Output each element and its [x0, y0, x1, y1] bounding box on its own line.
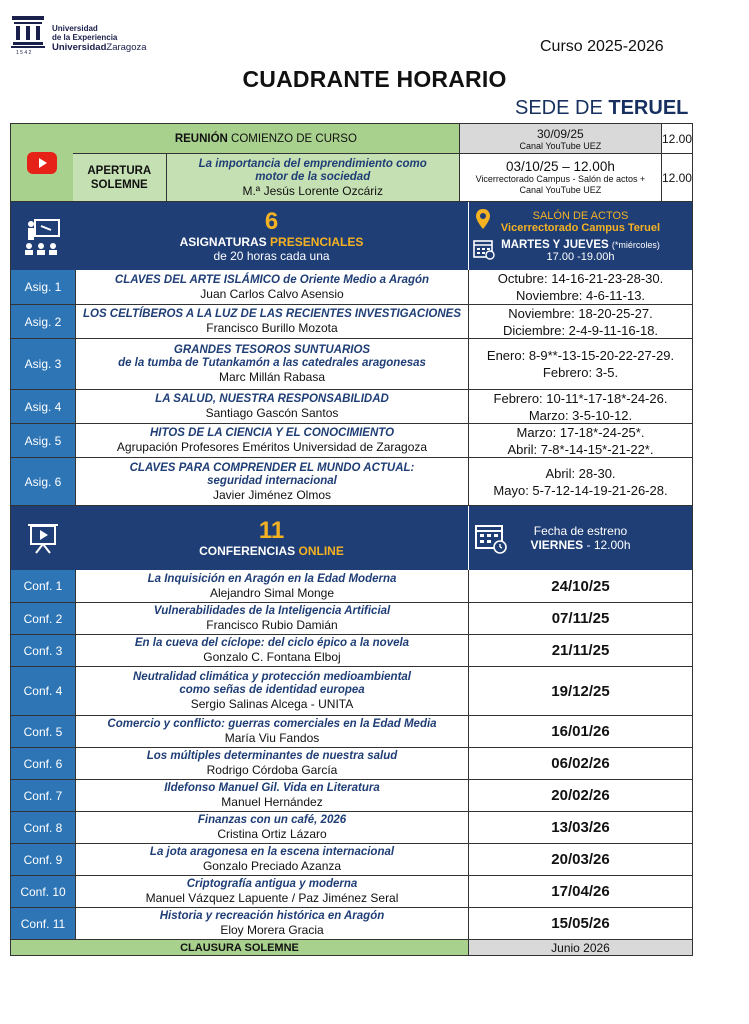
conference-title: Los múltiples determinantes de nuestra salud	[146, 750, 398, 762]
subject-dates	[468, 458, 692, 505]
conference-title: La jota aragonesa en la escena internacional	[149, 846, 395, 858]
conference-speaker: Rodrigo Córdoba García	[206, 763, 338, 777]
conference-date: 07/11/25	[468, 603, 692, 634]
conference-info	[75, 667, 468, 715]
location-pin-icon	[475, 208, 491, 230]
subject-dates	[468, 270, 692, 304]
presentation-icon	[26, 521, 60, 555]
logo-year: 1 5 4 2	[16, 50, 32, 56]
closing-row	[11, 939, 692, 955]
conference-date: 15/05/26	[468, 908, 692, 939]
conference-tag: Conf. 3	[11, 635, 75, 666]
reunion-label: REUNIÓN COMIENZO DE CURSO	[73, 124, 459, 153]
reunion-time: 12.00	[661, 124, 692, 153]
university-logo	[10, 14, 170, 58]
conference-date: 19/12/25	[468, 667, 692, 715]
conference-tag: Conf. 10	[11, 876, 75, 907]
subject-info	[75, 424, 468, 457]
page-title: CUADRANTE HORARIO	[242, 66, 507, 92]
conference-tag: Conf. 5	[11, 716, 75, 747]
closing-label: CLAUSURA SOLEMNE	[11, 940, 468, 955]
subject-title: HITOS DE LA CIENCIA Y EL CONOCIMIENTO	[149, 427, 395, 439]
conference-speaker: Sergio Salinas Alcega - UNITA	[190, 697, 354, 711]
sede-heading: SEDE DE TERUEL	[515, 97, 689, 119]
subject-date-line: Abril: 7-8*-14-15*-21-22*.	[507, 441, 654, 457]
conference-title: Neutralidad climática y protección medioambiental	[133, 671, 411, 683]
conference-row	[11, 715, 692, 747]
conference-speaker: María Viu Fandos	[224, 731, 320, 745]
subject-row	[11, 338, 692, 389]
conference-tag: Conf. 9	[11, 844, 75, 875]
subject-date-line: Marzo: 3-5-10-12.	[528, 407, 633, 423]
subject-row	[11, 457, 692, 505]
conference-list	[11, 570, 692, 939]
subject-date-line: Noviembre: 4-6-11-13.	[515, 288, 646, 303]
subject-title: CLAVES PARA COMPRENDER EL MUNDO ACTUAL:	[129, 461, 415, 474]
subject-date-line: Noviembre: 18-20-25-27.	[508, 305, 653, 321]
conference-tag: Conf. 1	[11, 570, 75, 602]
conference-info	[75, 812, 468, 843]
apertura-time: 12.00	[661, 154, 692, 201]
conference-speaker: Manuel Hernández	[221, 795, 323, 809]
conference-date: 06/02/26	[468, 748, 692, 779]
apertura-speaker: M.ª Jesús Lorente Ozcáriz	[242, 183, 383, 198]
subject-speaker: Marc Millán Rabasa	[218, 370, 326, 384]
subject-row	[11, 423, 692, 457]
conference-info	[75, 716, 468, 747]
presentation-icon-cell	[11, 506, 75, 570]
conference-date: 17/04/26	[468, 876, 692, 907]
calendar-clock-icon	[475, 522, 507, 554]
subject-info	[75, 339, 468, 389]
conference-row	[11, 843, 692, 875]
apertura-date-cell	[459, 154, 661, 201]
subject-title: GRANDES TESOROS SUNTUARIOS	[173, 344, 371, 356]
logo-line-3: UniversidadZaragoza	[52, 42, 147, 53]
subject-tag: Asig. 4	[11, 390, 75, 423]
conference-date: 20/02/26	[468, 780, 692, 811]
conference-info	[75, 635, 468, 666]
subject-list	[11, 270, 692, 505]
conference-tag: Conf. 6	[11, 748, 75, 779]
subject-date-line: Octubre: 14-16-21-23-28-30.	[497, 271, 664, 286]
conference-date: 20/03/26	[468, 844, 692, 875]
course-year: Curso 2025-2026	[540, 38, 664, 55]
online-count: 11	[258, 517, 285, 544]
conference-info	[75, 748, 468, 779]
conference-tag: Conf. 11	[11, 908, 75, 939]
conference-row	[11, 779, 692, 811]
subject-speaker: Santiago Gascón Santos	[205, 406, 339, 420]
subject-title: LA SALUD, NUESTRA RESPONSABILIDAD	[155, 393, 389, 405]
subject-date-line: Febrero: 10-11*-17-18*-24-26.	[493, 390, 668, 406]
conference-row	[11, 907, 692, 939]
subject-dates	[468, 339, 692, 389]
subject-title-2: de la tumba de Tutankamón a las catedrales aragonesas	[118, 357, 426, 369]
conference-row	[11, 570, 692, 602]
conference-info	[75, 844, 468, 875]
premiere-time: VIERNES - 12.00h	[530, 538, 631, 552]
schedule-grid	[10, 123, 693, 956]
online-title-cell	[75, 506, 468, 570]
closing-date: Junio 2026	[468, 940, 692, 955]
conference-title: Finanzas con un café, 2026	[197, 814, 347, 826]
conference-title: Criptografía antigua y moderna	[186, 878, 358, 890]
conference-tag: Conf. 4	[11, 667, 75, 715]
conference-row	[11, 602, 692, 634]
conference-title-2: como señas de identidad europea	[179, 684, 365, 696]
apertura-place: Vicerrectorado Campus - Salón de actos + Canal YouTube UEZ	[475, 174, 646, 195]
conference-date: 16/01/26	[468, 716, 692, 747]
subject-title-2: seguridad internacional	[207, 474, 337, 487]
apertura-info	[166, 154, 459, 201]
subject-title: LOS CELTÍBEROS A LA LUZ DE LAS RECIENTES INVESTIGACIONES	[82, 308, 462, 320]
subject-row	[11, 389, 692, 423]
conference-title: Historia y recreación histórica en Aragón	[159, 910, 385, 922]
conference-title: La Inquisición en Aragón en la Edad Moderna	[147, 572, 397, 585]
conference-info	[75, 908, 468, 939]
presential-label: ASIGNATURAS PRESENCIALES	[179, 235, 364, 249]
conference-speaker: Francisco Rubio Damián	[206, 618, 338, 632]
apertura-date: 03/10/25 – 12.00h	[505, 159, 615, 174]
subject-tag: Asig. 3	[11, 339, 75, 389]
premiere-label: Fecha de estreno	[533, 524, 628, 538]
calendar-icon	[473, 238, 495, 260]
conference-row	[11, 666, 692, 715]
conference-speaker: Gonzalo C. Fontana Elboj	[203, 650, 341, 664]
subject-date-line: Marzo: 17-18*-24-25*.	[516, 424, 645, 440]
conference-tag: Conf. 2	[11, 603, 75, 634]
presential-count: 6	[264, 208, 279, 235]
subject-tag: Asig. 2	[11, 305, 75, 338]
subject-date-line: Febrero: 3-5.	[542, 365, 619, 380]
subject-info	[75, 458, 468, 505]
conference-speaker: Gonzalo Preciado Azanza	[202, 859, 342, 873]
conference-speaker: Cristina Ortiz Lázaro	[217, 827, 327, 841]
venue-line-1: SALÓN DE ACTOS	[532, 209, 629, 222]
subject-row	[11, 270, 692, 304]
conference-date: 21/11/25	[468, 635, 692, 666]
conference-info	[75, 876, 468, 907]
subject-date-line: Mayo: 5-7-12-14-19-21-26-28.	[493, 482, 668, 498]
apertura-title: La importancia del emprendimiento como motor de la sociedad	[198, 157, 427, 183]
subject-title: CLAVES DEL ARTE ISLÁMICO de Oriente Medio a Aragón	[114, 273, 430, 286]
subject-dates	[468, 390, 692, 423]
conference-info	[75, 603, 468, 634]
conference-row	[11, 875, 692, 907]
conference-title: En la cueva del cíclope: del ciclo épico a la novela	[134, 637, 410, 649]
presential-venue-cell	[468, 202, 692, 270]
subject-speaker: Francisco Burillo Mozota	[206, 321, 338, 335]
conference-date: 13/03/26	[468, 812, 692, 843]
teacher-icon-cell	[11, 202, 75, 270]
conference-speaker: Manuel Vázquez Lapuente / Paz Jiménez Seral	[145, 891, 399, 905]
conference-tag: Conf. 8	[11, 812, 75, 843]
logo-line-1: Universidad	[52, 24, 98, 33]
conference-row	[11, 747, 692, 779]
conference-row	[11, 634, 692, 666]
opening-block	[11, 124, 692, 201]
presential-title-cell	[75, 202, 468, 270]
venue-time: 17.00 -19.00h	[546, 250, 615, 263]
logo-line-2: de la Experiencia	[52, 33, 118, 42]
subject-info	[75, 305, 468, 338]
subject-date-line: Abril: 28-30.	[545, 465, 616, 481]
teacher-icon	[23, 216, 63, 256]
conference-row	[11, 811, 692, 843]
subject-date-line: Diciembre: 2-4-9-11-16-18.	[502, 322, 659, 338]
subject-dates	[468, 305, 692, 338]
presential-hours: de 20 horas cada una	[213, 249, 330, 263]
venue-days: MARTES Y JUEVES (*miércoles)	[501, 238, 660, 251]
reunion-date-cell	[459, 124, 661, 153]
conference-title: Ildefonso Manuel Gil. Vida en Literatura	[164, 782, 380, 794]
conference-title: Vulnerabilidades de la Inteligencia Artificial	[153, 605, 391, 617]
conference-title: Comercio y conflicto: guerras comerciales en la Edad Media	[107, 718, 437, 730]
subject-row	[11, 304, 692, 338]
conference-date: 24/10/25	[468, 570, 692, 602]
subject-date-line: Enero: 8-9**-13-15-20-22-27-29.	[486, 348, 675, 363]
reunion-channel: Canal YouTube UEZ	[519, 140, 602, 151]
youtube-cell	[11, 124, 73, 201]
apertura-label: APERTURA SOLEMNE	[73, 154, 166, 201]
conference-speaker: Alejandro Simal Monge	[209, 585, 335, 600]
subject-dates	[468, 424, 692, 457]
subject-tag: Asig. 1	[11, 270, 75, 304]
subject-info	[75, 270, 468, 304]
online-premiere-cell	[468, 506, 692, 570]
subject-speaker: Javier Jiménez Olmos	[212, 487, 332, 502]
venue-line-2: Vicerrectorado Campus Teruel	[500, 221, 661, 234]
online-header	[11, 505, 692, 570]
conference-info	[75, 780, 468, 811]
conference-info	[75, 570, 468, 602]
online-label: CONFERENCIAS ONLINE	[199, 544, 344, 558]
subject-tag: Asig. 6	[11, 458, 75, 505]
subject-tag: Asig. 5	[11, 424, 75, 457]
subject-speaker: Juan Carlos Calvo Asensio	[200, 286, 344, 301]
reunion-date: 30/09/25	[537, 126, 584, 141]
subject-info	[75, 390, 468, 423]
subject-speaker: Agrupación Profesores Eméritos Universidad de Zaragoza	[116, 440, 428, 454]
youtube-icon	[27, 152, 57, 174]
presential-header	[11, 201, 692, 270]
conference-tag: Conf. 7	[11, 780, 75, 811]
conference-speaker: Eloy Morera Gracia	[220, 923, 324, 937]
